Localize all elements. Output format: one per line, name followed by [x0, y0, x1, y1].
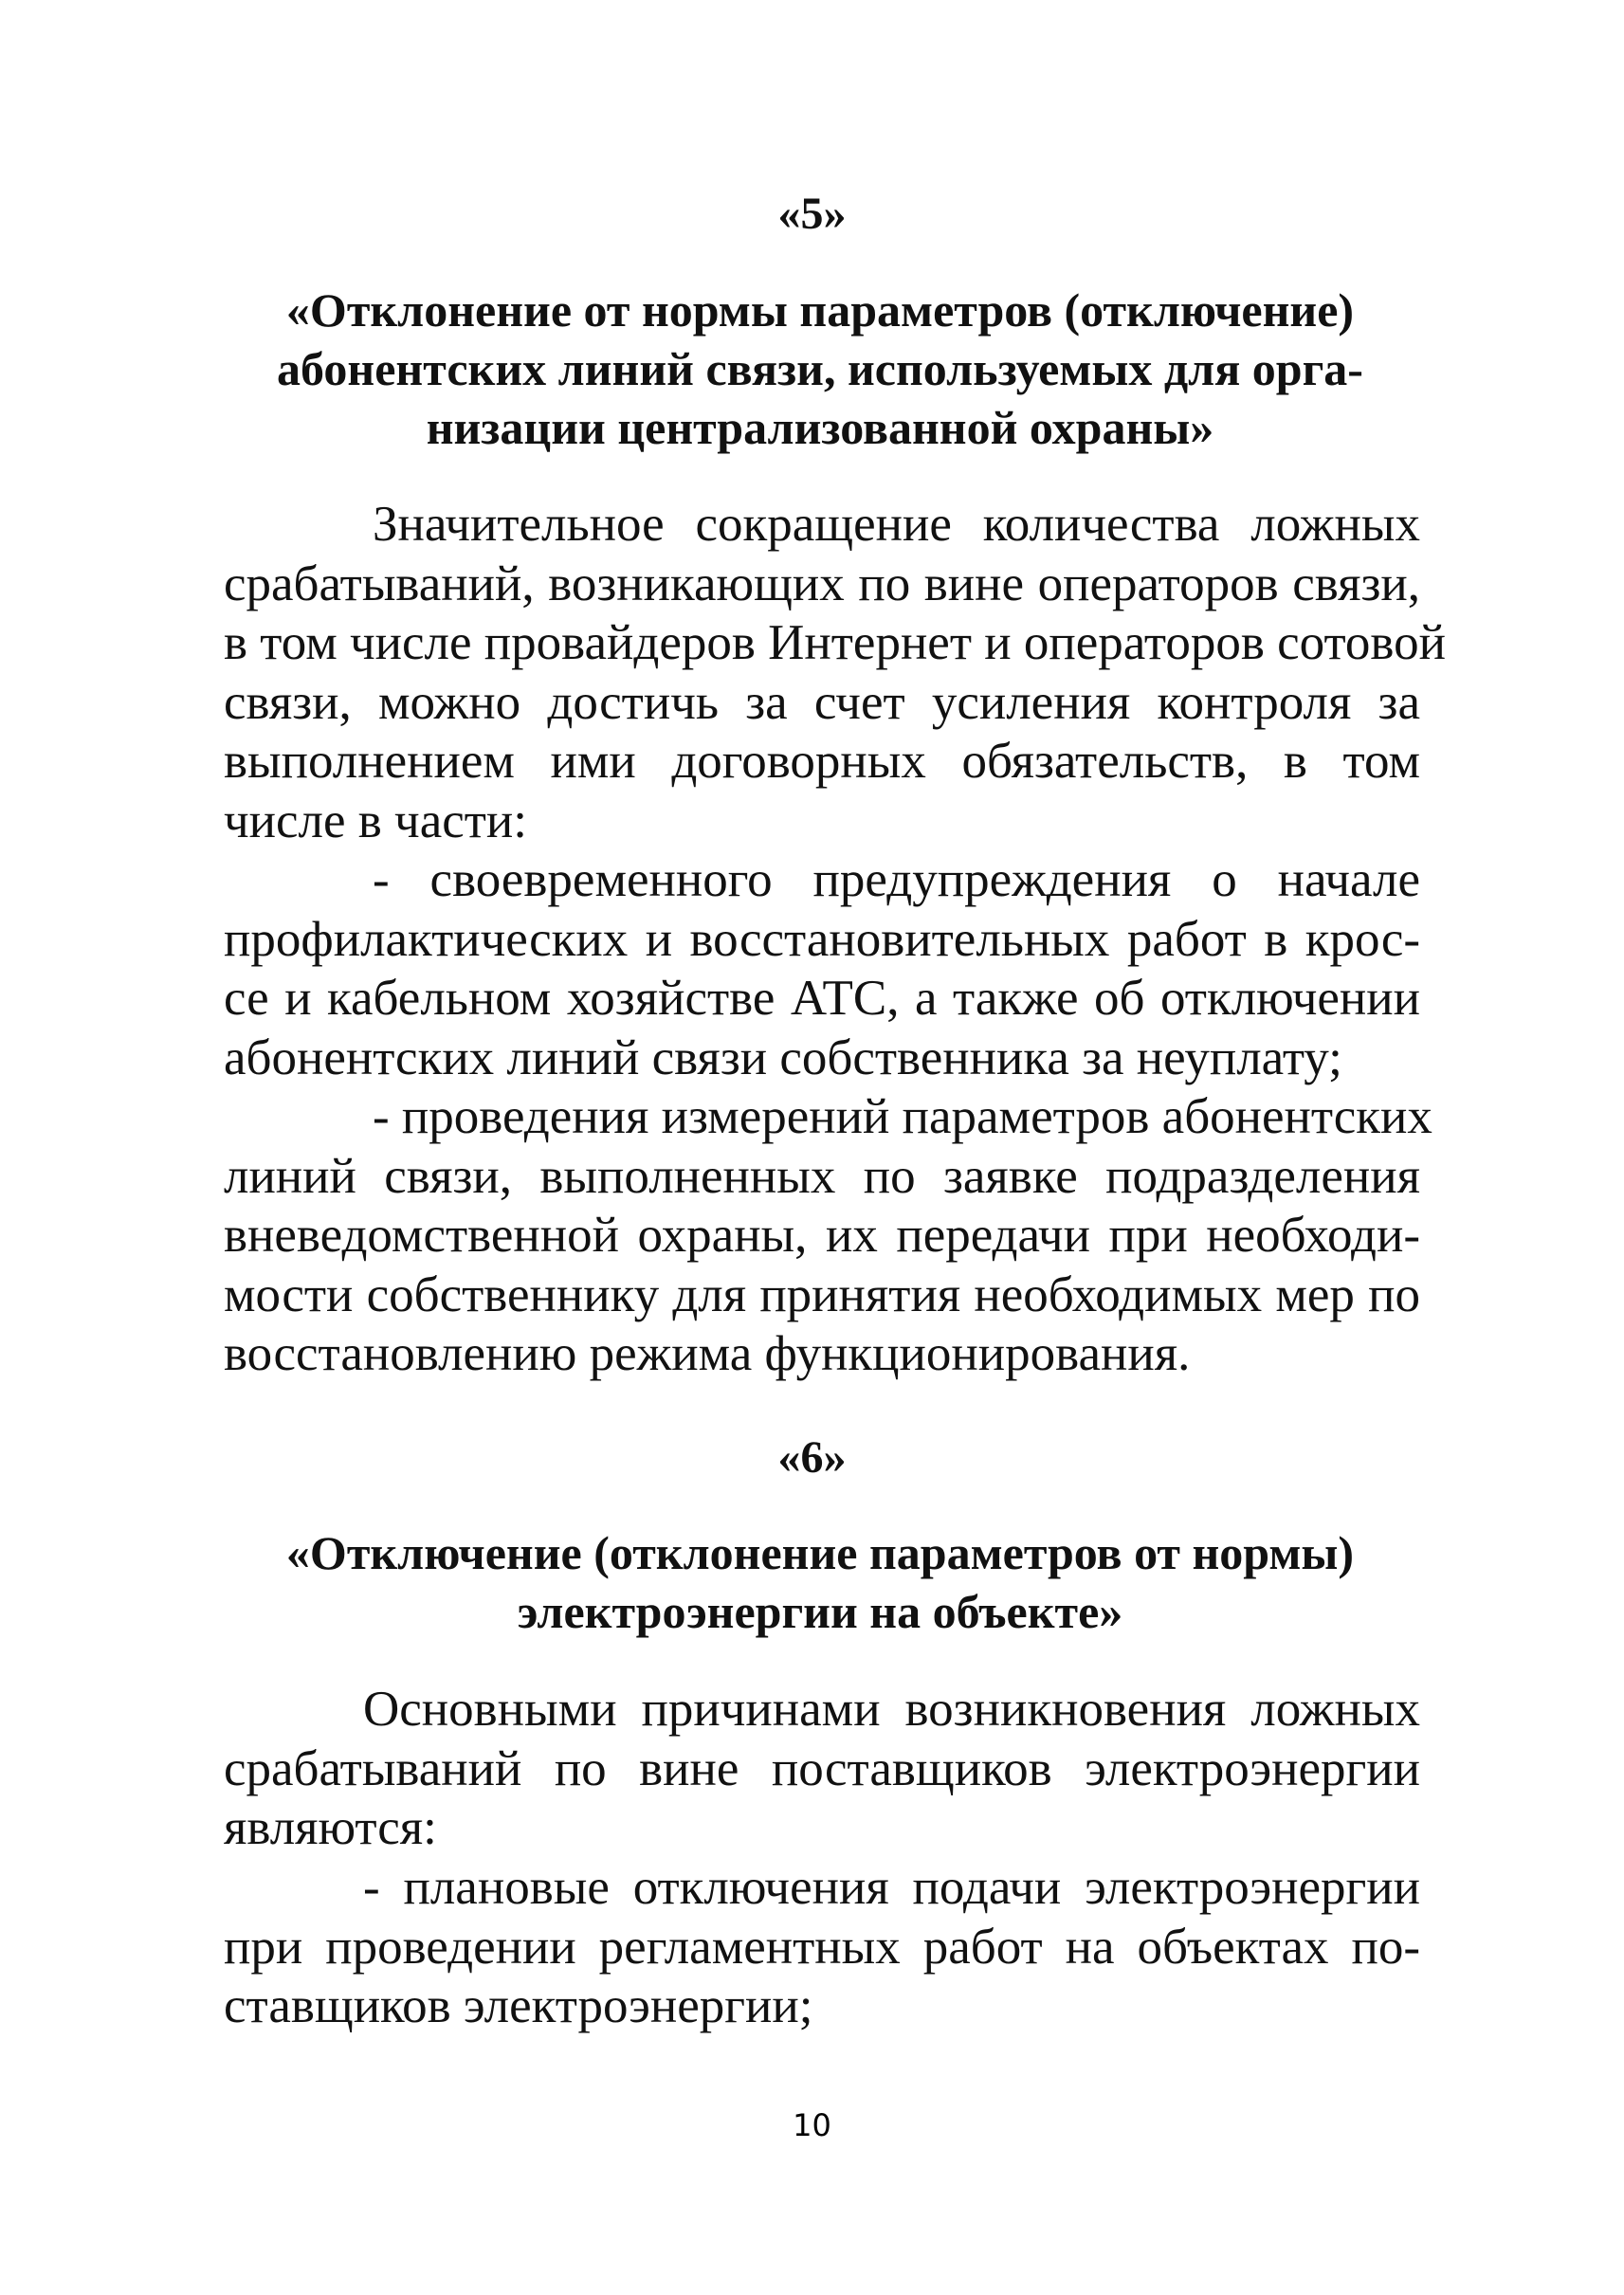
section-6-title-line: «Отключение (отклонение параметров от нормы) [285, 1526, 1355, 1579]
page-number: 10 [793, 2107, 831, 2143]
paragraph-line: связи, можно достичь за счет усиления контроля за [224, 674, 1420, 730]
section-6-list-item-1 [224, 1858, 1420, 2036]
list-item-line: при проведении регламентных работ на объектах по- [224, 1919, 1420, 1975]
list-item-line: линий связи, выполненных по заявке подразделения [224, 1148, 1420, 1204]
list-item-line: вневедомственной охраны, их передачи при необходи- [224, 1208, 1420, 1263]
section-5-list-item-2 [224, 1087, 1432, 1384]
section-6-number: «6» [777, 1432, 847, 1483]
section-6-title [237, 1523, 1403, 1641]
section-5-number: «5» [777, 189, 847, 239]
list-item-line: мости собственнику для принятия необходимых мер по [224, 1266, 1420, 1322]
list-item-line: абонентских линий связи собственника за неуплату; [224, 1029, 1342, 1085]
list-item-line: профилактических и восстановительных работ в крос- [224, 911, 1420, 967]
list-item-line: восстановлению режима функционирования. [224, 1326, 1191, 1381]
list-item-line: - своевременного предупреждения о начале [373, 852, 1420, 907]
paragraph-line: Значительное сокращение количества ложных [373, 497, 1420, 552]
list-item-line: се и кабельном хозяйстве АТС, а также об отключении [224, 971, 1420, 1026]
section-5-title [237, 281, 1403, 457]
section-6-title-line: электроэнергии на объекте» [517, 1585, 1123, 1638]
paragraph-line: выполнением ими договорных обязательств, в том [224, 734, 1420, 789]
section-5-list-item-1 [224, 850, 1420, 1087]
section-5-title-line: низации централизованной охраны» [426, 401, 1214, 454]
section-6-paragraph-1 [224, 1680, 1420, 1858]
paragraph-line: срабатываний, возникающих по вине операторов связи, [224, 556, 1420, 611]
paragraph-line: являются: [224, 1800, 437, 1855]
paragraph-line: срабатываний по вине поставщиков электроэнергии [224, 1740, 1420, 1796]
paragraph-line: Основными причинами возникновения ложных [363, 1682, 1420, 1737]
section-5-paragraph-1 [224, 495, 1446, 850]
section-5-title-line: «Отклонение от нормы параметров (отключение) [285, 283, 1355, 337]
list-item-line: - плановые отключения подачи электроэнергии [363, 1860, 1420, 1915]
list-item-line: ставщиков электроэнергии; [224, 1978, 813, 2033]
paragraph-line: в том числе провайдеров Интернет и операторов сотовой [224, 615, 1446, 670]
list-item-line: - проведения измерений параметров абонентских [373, 1089, 1432, 1144]
section-5-title-line: абонентских линий связи, используемых для орга- [277, 342, 1363, 395]
paragraph-line: числе в части: [224, 792, 527, 848]
